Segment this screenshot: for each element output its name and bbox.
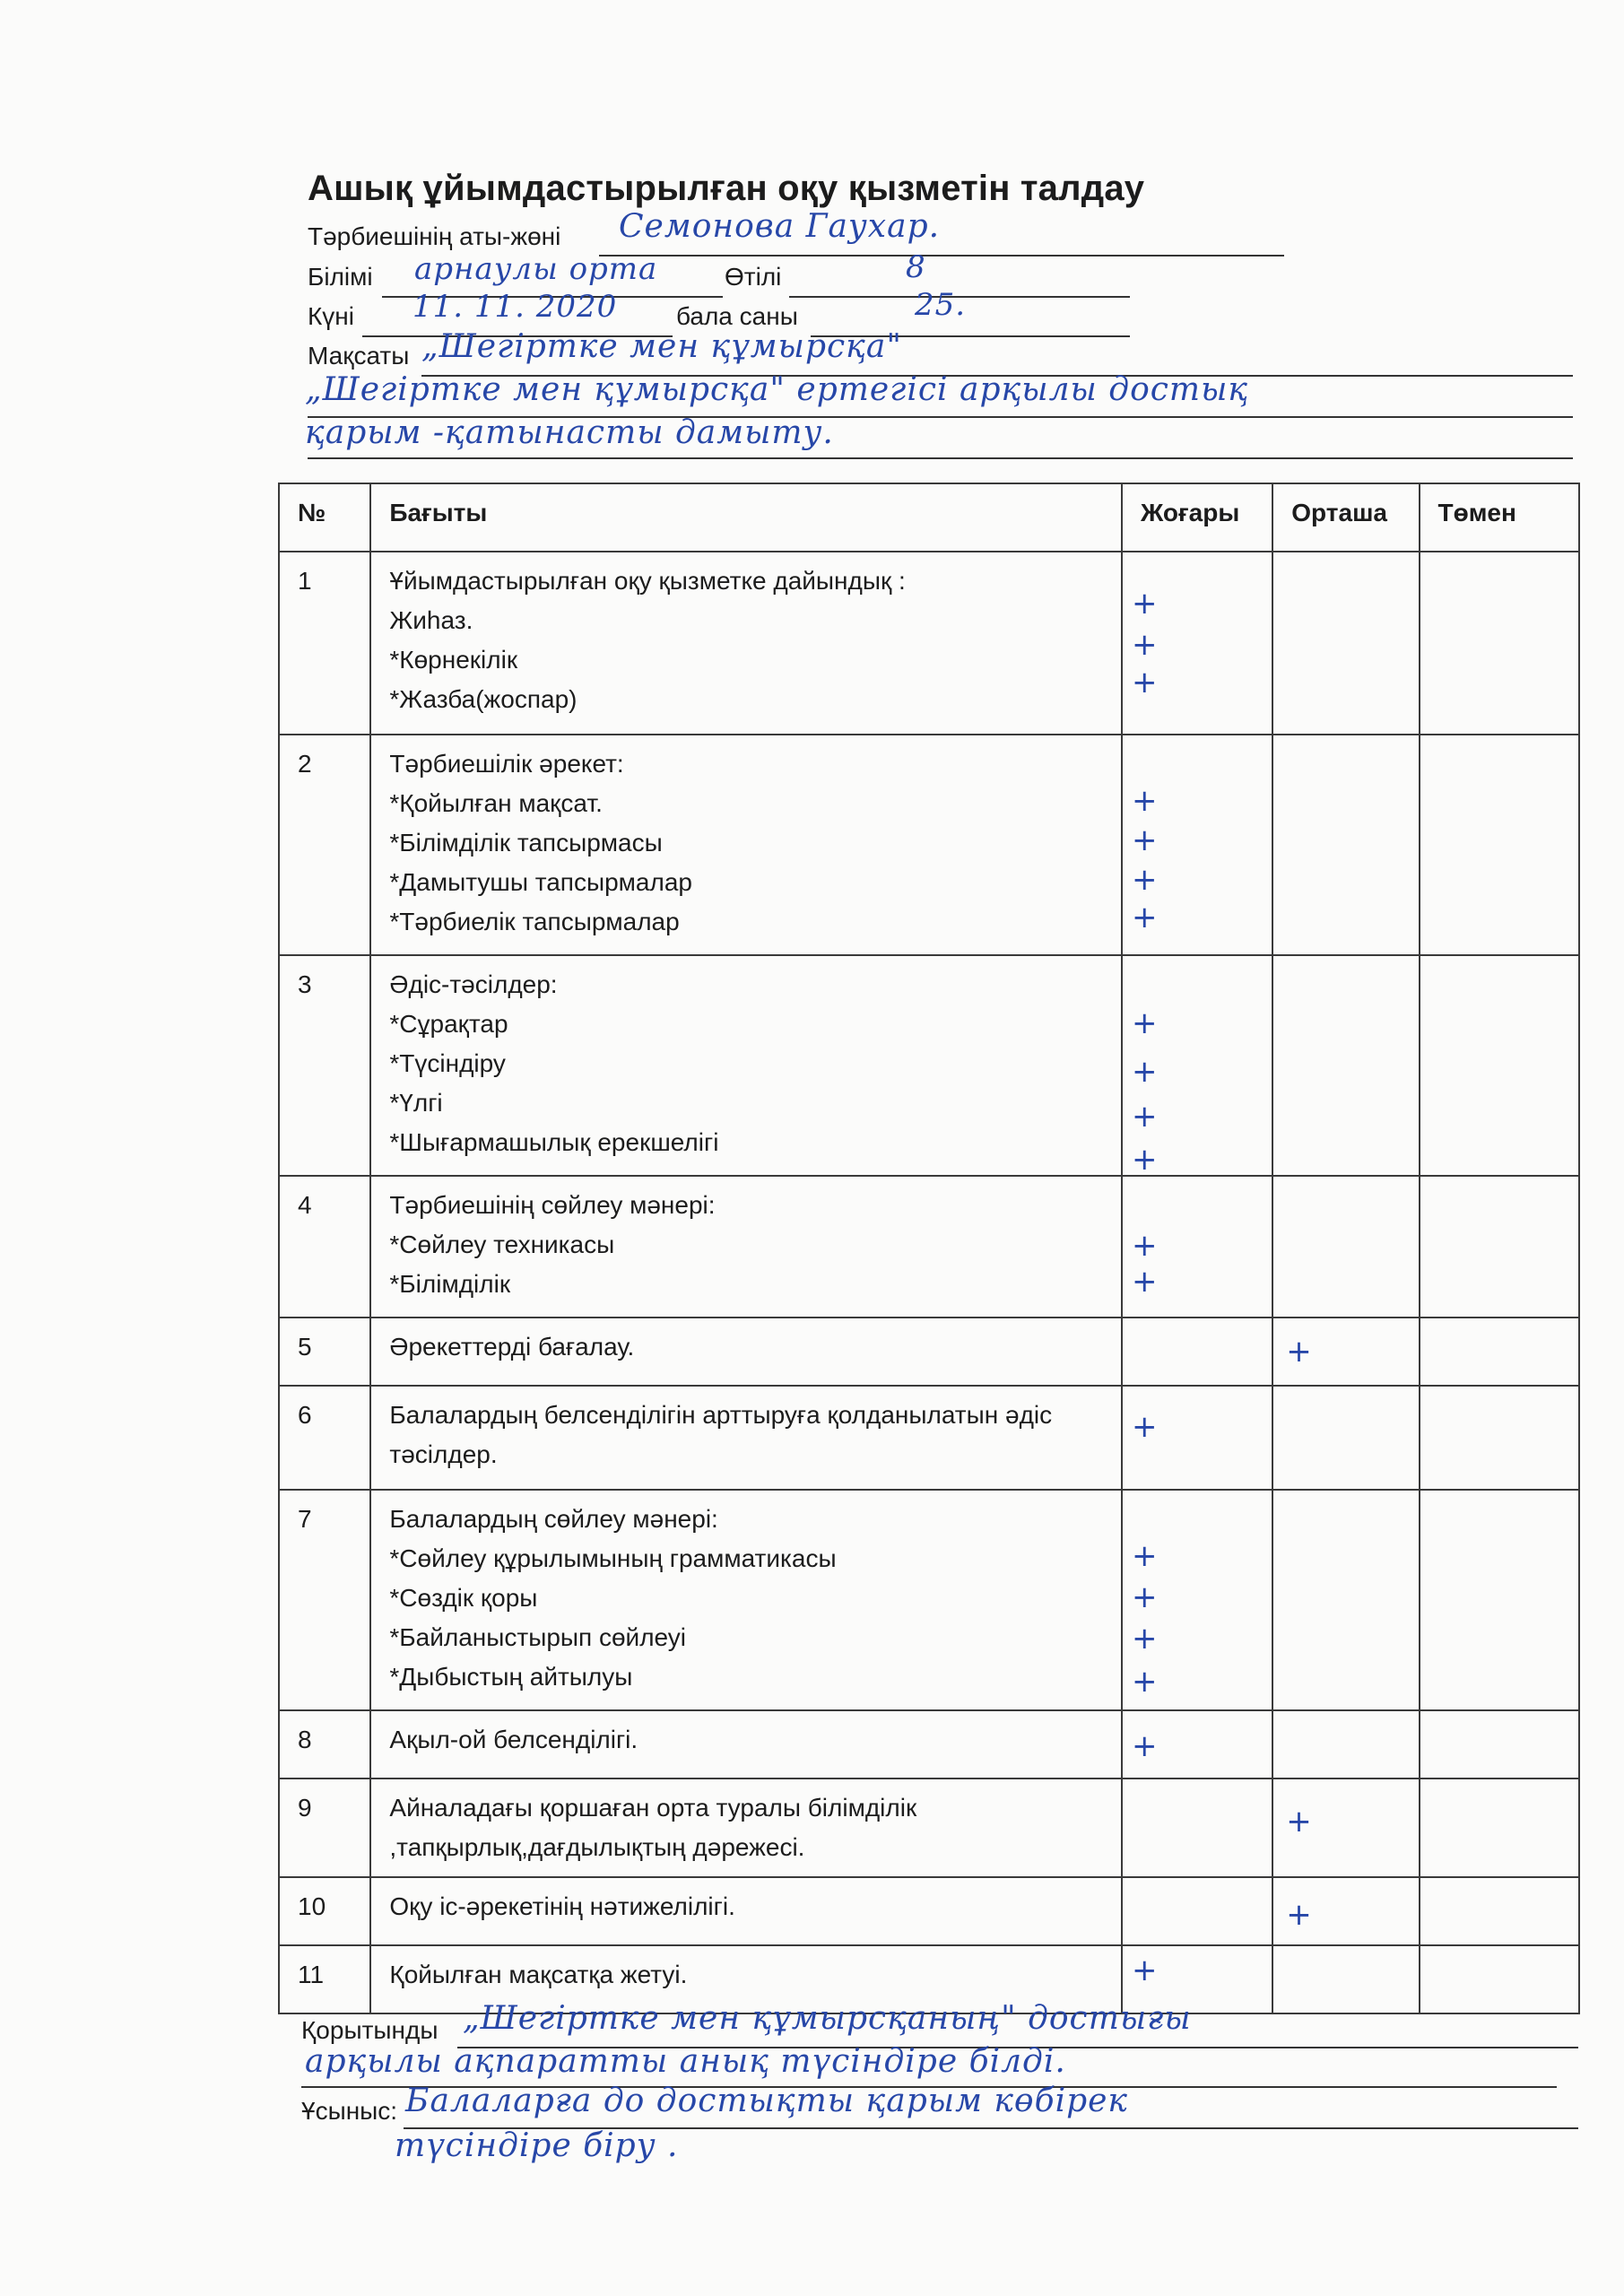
row-number: 1 [279, 552, 370, 735]
check-mark: + [1286, 1804, 1312, 1839]
goal-value-3: қарым -қатынасты дамыту. [305, 414, 834, 451]
rating-low-cell [1420, 1490, 1579, 1710]
children-value: 25. [915, 287, 967, 323]
row-direction [370, 1710, 1122, 1779]
rating-low-cell [1420, 1318, 1579, 1386]
check-mark: + [1131, 1538, 1158, 1574]
check-mark: + [1131, 1142, 1158, 1178]
rating-mid-cell [1272, 1877, 1419, 1945]
rating-mid-cell [1272, 1386, 1419, 1490]
check-mark: + [1131, 586, 1158, 622]
check-mark: + [1131, 1952, 1158, 1988]
criterion-line: *Білімділік тапсырмасы [389, 829, 663, 857]
rating-high-cell [1122, 1176, 1272, 1318]
criterion-line: *Білімділік [389, 1270, 511, 1298]
education-value: арнаулы орта [414, 251, 658, 287]
row-number: 11 [279, 1945, 370, 2013]
check-mark: + [1286, 1897, 1312, 1933]
date-label: Күні [308, 302, 354, 330]
check-mark: + [1131, 783, 1158, 819]
check-mark: + [1131, 627, 1158, 663]
rating-low-cell [1420, 1877, 1579, 1945]
table-row [279, 1176, 1579, 1318]
row-direction [370, 955, 1122, 1176]
goal-value-2: „Шегіртке мен құмырсқа" ертегісі арқылы достық [305, 371, 1249, 408]
criterion-line: Тәрбиешілік әрекет: [389, 750, 624, 778]
criterion-line: *Көрнекілік [389, 646, 518, 674]
check-mark: + [1131, 1621, 1158, 1657]
rating-low-cell [1420, 552, 1579, 735]
rating-high-cell [1122, 1386, 1272, 1490]
check-mark: + [1131, 1099, 1158, 1135]
date-value: 11. 11. 2020 [413, 289, 618, 325]
header-mid: Орташа [1272, 483, 1419, 552]
rating-low-cell [1420, 1386, 1579, 1490]
criterion-line: *Түсіндіру [389, 1049, 506, 1077]
criterion-line: Әрекеттерді бағалау. [389, 1333, 635, 1361]
row-number: 2 [279, 735, 370, 955]
rating-low-cell [1420, 1945, 1579, 2013]
rating-low-cell [1420, 955, 1579, 1176]
check-mark: + [1131, 1409, 1158, 1445]
teacher-line [599, 255, 1284, 257]
criterion-line: тәсілдер. [389, 1440, 498, 1468]
row-number: 4 [279, 1176, 370, 1318]
row-number: 3 [279, 955, 370, 1176]
criterion-line: *Дамытушы тапсырмалар [389, 868, 692, 896]
rating-high-cell [1122, 1318, 1272, 1386]
rating-mid-cell [1272, 1779, 1419, 1877]
goal-line-3 [308, 457, 1573, 459]
experience-label: Өтілі [725, 263, 782, 291]
goal-label: Мақсаты [308, 342, 410, 370]
row-number: 6 [279, 1386, 370, 1490]
table-row [279, 1318, 1579, 1386]
check-mark: + [1131, 1728, 1158, 1764]
rating-mid-cell [1272, 1318, 1419, 1386]
criterion-line: *Сөздік қоры [389, 1584, 538, 1612]
header-low: Төмен [1420, 483, 1579, 552]
suggestion-value-1: Балаларға до достықты қарым көбірек [405, 2083, 1128, 2119]
criterion-line: *Жазба(жоспар) [389, 685, 578, 713]
criterion-line: *Сөйлеу құрылымының грамматикасы [389, 1544, 837, 1572]
row-direction [370, 1779, 1122, 1877]
table-row [279, 735, 1579, 955]
table-row [279, 955, 1579, 1176]
criterion-line: Балалардың сөйлеу мәнері: [389, 1505, 718, 1533]
rating-high-cell [1122, 955, 1272, 1176]
rating-high-cell [1122, 552, 1272, 735]
criterion-line: *Үлгі [389, 1089, 443, 1117]
criterion-line: Тәрбиешінің сөйлеу мәнері: [389, 1191, 716, 1219]
table-row [279, 552, 1579, 735]
rating-high-cell [1122, 735, 1272, 955]
row-direction [370, 1877, 1122, 1945]
table-row [279, 1779, 1579, 1877]
check-mark: + [1131, 1264, 1158, 1300]
row-number: 5 [279, 1318, 370, 1386]
goal-value-1: „Шегіртке мен құмырсқа" [421, 328, 902, 365]
conclusion-value-2: арқылы ақпаратты анық түсіндіре білді. [305, 2043, 1066, 2080]
criterion-line: Айналадағы қоршаған орта туралы білімділік [389, 1794, 917, 1822]
rating-mid-cell [1272, 1945, 1419, 2013]
education-label: Білімі [308, 263, 373, 291]
check-mark: + [1131, 900, 1158, 935]
rating-mid-cell [1272, 955, 1419, 1176]
check-mark: + [1131, 1579, 1158, 1615]
criterion-line: Ұйымдастырылған оқу қызметке дайындық : [389, 567, 906, 595]
rating-low-cell [1420, 735, 1579, 955]
table-row [279, 1710, 1579, 1779]
row-direction [370, 1176, 1122, 1318]
check-mark: + [1131, 1664, 1158, 1700]
criterion-line: ,тапқырлық,дағдылықтың дәрежесі. [389, 1833, 805, 1861]
rating-high-cell [1122, 1877, 1272, 1945]
experience-value: 8 [906, 249, 926, 285]
row-number: 7 [279, 1490, 370, 1710]
evaluation-table [278, 483, 1580, 2014]
row-direction [370, 1490, 1122, 1710]
criterion-line: Жиһаз. [389, 606, 473, 634]
table-row [279, 1386, 1579, 1490]
criterion-line: Балалардың белсенділігін арттыруға қолданылатын әдіс [389, 1401, 1053, 1429]
teacher-label: Тәрбиешінің аты-жөні [308, 222, 561, 250]
criterion-line: *Сұрақтар [389, 1010, 508, 1038]
row-number: 9 [279, 1779, 370, 1877]
criterion-line: Әдіс-тәсілдер: [389, 970, 558, 998]
rating-mid-cell [1272, 552, 1419, 735]
check-mark: + [1131, 822, 1158, 858]
criterion-line: *Тәрбиелік тапсырмалар [389, 908, 680, 935]
conclusion-label: Қорытынды [301, 2016, 439, 2044]
check-mark: + [1131, 1228, 1158, 1264]
row-direction [370, 552, 1122, 735]
suggestion-value-2: түсіндіре біру . [395, 2127, 679, 2164]
page-title: Ашық ұйымдастырылған оқу қызметін талдау [308, 169, 1145, 208]
criterion-line: *Сөйлеу техникасы [389, 1231, 615, 1258]
rating-high-cell [1122, 1779, 1272, 1877]
rating-high-cell [1122, 1710, 1272, 1779]
rating-low-cell [1420, 1176, 1579, 1318]
rating-high-cell [1122, 1490, 1272, 1710]
criterion-line: Қойылған мақсатқа жетуі. [389, 1961, 688, 1988]
rating-mid-cell [1272, 1176, 1419, 1318]
table-header-row [279, 483, 1579, 552]
criterion-line: Ақыл-ой белсенділігі. [389, 1726, 638, 1753]
row-direction [370, 1318, 1122, 1386]
criterion-line: Оқу іс-әрекетінің нәтижелілігі. [389, 1892, 735, 1920]
row-number: 8 [279, 1710, 370, 1779]
rating-low-cell [1420, 1779, 1579, 1877]
suggestion-label: Ұсыныс: [301, 2097, 398, 2125]
header-num: № [279, 483, 370, 552]
rating-mid-cell [1272, 1710, 1419, 1779]
header-high: Жоғары [1122, 483, 1272, 552]
row-direction [370, 735, 1122, 955]
check-mark: + [1286, 1334, 1312, 1370]
criterion-line: *Байланыстырып сөйлеуі [389, 1623, 687, 1651]
criterion-line: *Дыбыстың айтылуы [389, 1663, 633, 1691]
criterion-line: *Шығармашылық ерекшелігі [389, 1128, 719, 1156]
rating-mid-cell [1272, 1490, 1419, 1710]
conclusion-value-1: „Шегіртке мен құмырсқаның" достығы [463, 2000, 1192, 2037]
table-row [279, 1490, 1579, 1710]
row-number: 10 [279, 1877, 370, 1945]
rating-mid-cell [1272, 735, 1419, 955]
check-mark: + [1131, 1054, 1158, 1090]
check-mark: + [1131, 862, 1158, 898]
check-mark: + [1131, 1005, 1158, 1041]
check-mark: + [1131, 665, 1158, 700]
criterion-line: *Қойылған мақсат. [389, 789, 603, 817]
rating-low-cell [1420, 1710, 1579, 1779]
children-label: бала саны [676, 302, 798, 330]
header-direction: Бағыты [370, 483, 1122, 552]
table-row [279, 1877, 1579, 1945]
teacher-value: Семонова Гаухар. [619, 208, 941, 245]
row-direction [370, 1386, 1122, 1490]
